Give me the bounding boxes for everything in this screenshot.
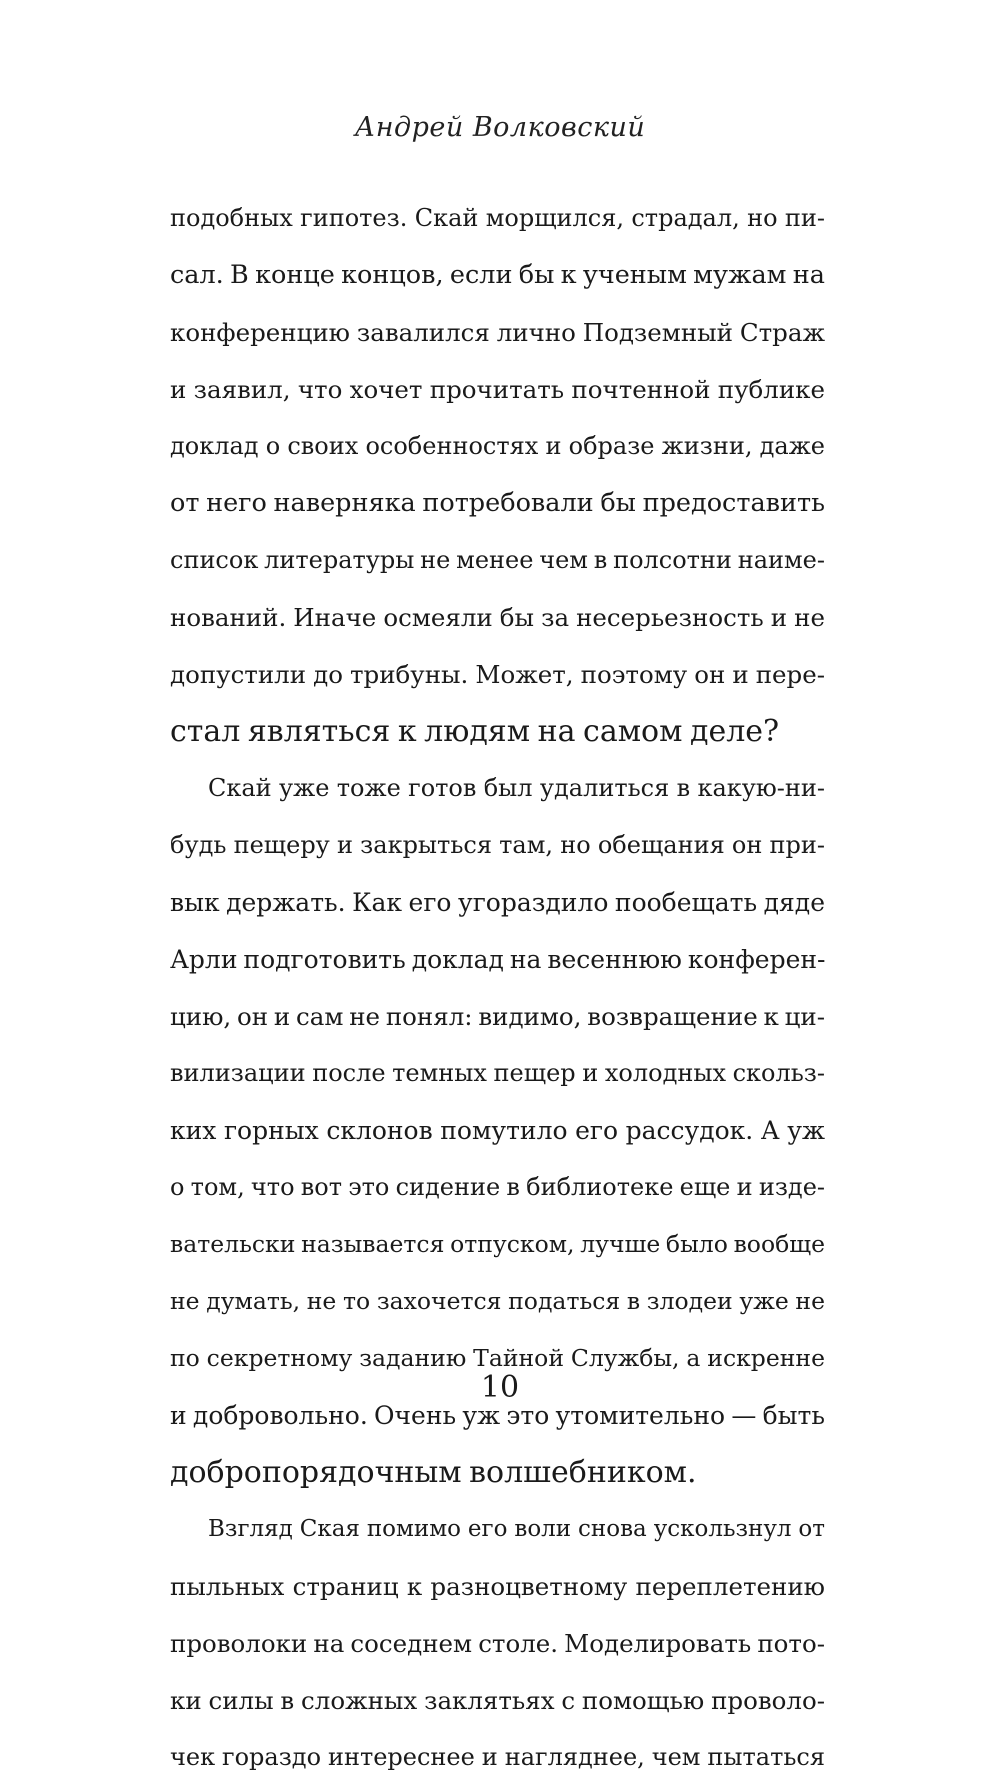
text-line: и добровольно. Очень уж это утомительно — быть — [170, 1401, 825, 1430]
text-line: вательски называется отпуском, лучше было вообще — [170, 1230, 825, 1258]
text-line: Арли подготовить доклад на весеннюю конферен- — [170, 945, 826, 974]
text-line: подобных гипотез. Скай морщился, страдал, но пи- — [170, 204, 825, 232]
text-line: чек гораздо интереснее и нагляднее, чем пытаться — [170, 1743, 825, 1771]
text-line: нований. Иначе осмеяли бы за несерьезность и не — [170, 603, 825, 632]
text-line: допустили до трибуны. Может, поэтому он и пере- — [170, 660, 825, 689]
text-line: конференцию завалился лично Подземный Страж — [170, 318, 825, 347]
text-line: проволоки на соседнем столе. Моделировать пото- — [170, 1629, 825, 1658]
page-number: 10 — [480, 1370, 520, 1405]
text-line: Взгляд Ская помимо его воли снова ускользнул от — [208, 1516, 825, 1542]
text-line: Скай уже тоже готов был удалиться в какую-ни- — [208, 774, 825, 802]
text-line: по секретному заданию Тайной Службы, а искренне — [170, 1344, 825, 1372]
text-line: не думать, не то захочется податься в злодеи уже не — [170, 1287, 825, 1315]
text-line: вык держать. Как его угораздило пообещать дяде — [170, 888, 825, 917]
text-line: будь пещеру и закрыться там, но обещания он при- — [170, 831, 825, 859]
text-line: вилизации после темных пещер и холодных скольз- — [170, 1059, 825, 1087]
text-line: список литературы не менее чем в полсотни наиме- — [170, 546, 825, 574]
text-line: сал. В конце концов, если бы к ученым мужам на — [170, 260, 825, 290]
text-line: добропорядочным волшебником. — [170, 1455, 697, 1490]
text-line: о том, что вот это сидение в библиотеке еще и изде- — [170, 1173, 825, 1201]
text-line: ки силы в сложных заклятьях с помощью проволо- — [170, 1686, 825, 1715]
text-line: доклад о своих особенностях и образе жизни, даже — [170, 432, 825, 460]
text-line: ких горных склонов помутило его рассудок. А уж — [170, 1116, 825, 1145]
text-line: от него наверняка потребовали бы предоставить — [170, 488, 825, 518]
text-line: и заявил, что хочет прочитать почтенной публике — [170, 375, 825, 404]
running-header-author: Андрей Волковский — [354, 112, 646, 143]
text-line: пыльных страниц к разноцветному переплетению — [170, 1572, 825, 1601]
text-line: цию, он и сам не понял: видимо, возвращение к ци- — [170, 1002, 825, 1031]
body-text — [170, 190, 825, 1786]
text-line: стал являться к людям на самом деле? — [170, 714, 780, 749]
